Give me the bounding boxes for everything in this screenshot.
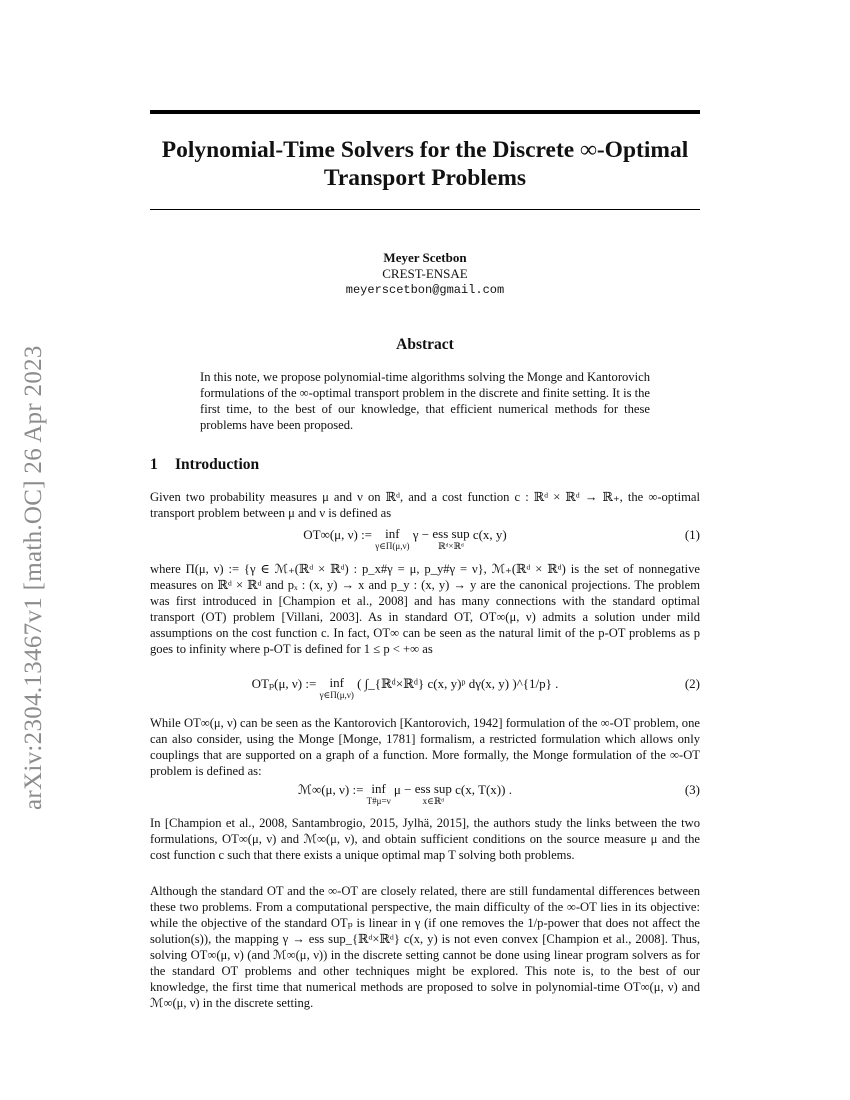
eq1-mid: γ − [412, 527, 430, 542]
paragraph-1: Given two probability measures μ and ν on ℝᵈ, and a cost function c : ℝᵈ × ℝᵈ → ℝ₊, the ∞-optimal transport problem between μ and ν is defined as [150, 490, 700, 520]
equation-1 [150, 527, 700, 557]
paragraph-3: While OT∞(μ, ν) can be seen as the Kantorovich [Kantorovich, 1942] formulation of the ∞-OT problem, one can also consider, using the Monge [Monge, 1781] formalism, a restricted formulation which allows only couplings that are supported on a graph of a function. More formally, the Monge formulation of the ∞-OT problem is defined as: [150, 716, 700, 778]
paragraph-4: In [Champion et al., 2008, Santambrogio, 2015, Jylhä, 2015], the authors study the links between the two formulations, OT∞(μ, ν) and ℳ∞(μ, ν), and obtain sufficient conditions on the source measure μ and the cost function c such that there exists a unique optimal map T solving both problems. [150, 816, 700, 862]
eq2-op: inf [329, 675, 344, 690]
eq3-lhs: ℳ∞(μ, ν) := [298, 782, 364, 797]
section-number: 1 [150, 456, 158, 473]
abstract-heading: Abstract [396, 336, 454, 353]
section-title: Introduction [175, 456, 260, 473]
eq2-op-sub: γ∈Π(μ,ν) [319, 690, 354, 700]
arxiv-side-stamp: arXiv:2304.13467v1 [math.OC] 26 Apr 2023 [20, 345, 47, 810]
eq1-number: (1) [684, 527, 700, 542]
eq2-rhs: ( ∫_{ℝᵈ×ℝᵈ} c(x, y)ᵖ dγ(x, y) )^{1/p} . [357, 676, 559, 691]
eq1-op2-sub: ℝᵈ×ℝᵈ [438, 541, 464, 551]
paper-title: Polynomial-Time Solvers for the Discrete ∞-Optimal Transport Problems [161, 137, 689, 191]
author-email: meyerscetbon@gmail.com [345, 283, 505, 297]
author-name: Meyer Scetbon [383, 250, 467, 265]
eq3-op: inf [371, 781, 386, 796]
eq1-op2: ess sup [432, 526, 470, 541]
eq1-op-sub: γ∈Π(μ,ν) [375, 541, 410, 551]
eq1-lhs: OT∞(μ, ν) := [303, 527, 373, 542]
abstract-text: In this note, we propose polynomial-time algorithms solving the Monge and Kantorovich formulations of the ∞-optimal transport problem in the discrete and finite setting. It is the first time, to the best of our knowledge, that efficient numerical methods for these problems have been proposed. [200, 370, 651, 432]
equation-3 [150, 782, 700, 812]
eq3-op-sub: T#μ=ν [366, 796, 391, 806]
paragraph-2: where Π(μ, ν) := {γ ∈ ℳ₊(ℝᵈ × ℝᵈ) : p_x#γ = μ, p_y#γ = ν}, ℳ₊(ℝᵈ × ℝᵈ) is the set of nonnegative measures on ℝᵈ × ℝᵈ and pₓ : (x, y) → x and p_y : (x, y) → y are the canonical projections. The problem was first introduced in [Champion et al., 2008] and has many connections with the standard optimal transport (OT) problem [Villani, 2003]. As in standard OT, OT∞(μ, ν) admits a solution under mild assumptions on the cost function c. In fact, OT∞ can be seen as the natural limit of the p-OT problems as p goes to infinity where p-OT is defined for 1 ≤ p < +∞ as [150, 562, 700, 656]
eq2-number: (2) [684, 676, 700, 691]
eq3-mid: μ − [393, 782, 412, 797]
eq3-op2-sub: x∈ℝᵈ [422, 796, 445, 806]
eq3-number: (3) [684, 782, 700, 797]
equation-2 [150, 676, 700, 706]
title-rule-bottom [150, 209, 700, 210]
eq3-op2: ess sup [414, 781, 452, 796]
eq1-rhs: c(x, y) [472, 527, 507, 542]
paragraph-5: Although the standard OT and the ∞-OT are closely related, there are still fundamental differences between these two problems. From a computational perspective, the main difficulty of the ∞-OT lies in its objective: while the objective of the standard OTₚ is linear in γ (if one removes the 1/p-power that does not affect the solution(s)), the mapping γ → ess sup_{ℝᵈ×ℝᵈ} c(x, y) is not even convex [Champion et al., 2008]. Thus, solving OT∞(μ, ν) (and ℳ∞(μ, ν)) in the discrete setting cannot be done using linear program solvers as for the standard OT problems and other techniques might be explored. This note is, to the best of our knowledge, the first time that numerical methods are proposed to solve in polynomial-time OT∞(μ, ν) and ℳ∞(μ, ν) in the discrete setting. [150, 884, 700, 1010]
title-rule-top [150, 110, 700, 114]
eq2-lhs: OTₚ(μ, ν) := [251, 676, 317, 691]
eq1-op: inf [385, 526, 400, 541]
eq3-rhs: c(x, T(x)) . [455, 782, 512, 797]
author-affiliation: CREST-ENSAE [382, 266, 468, 281]
author-block [200, 250, 650, 298]
section-heading [150, 456, 259, 474]
